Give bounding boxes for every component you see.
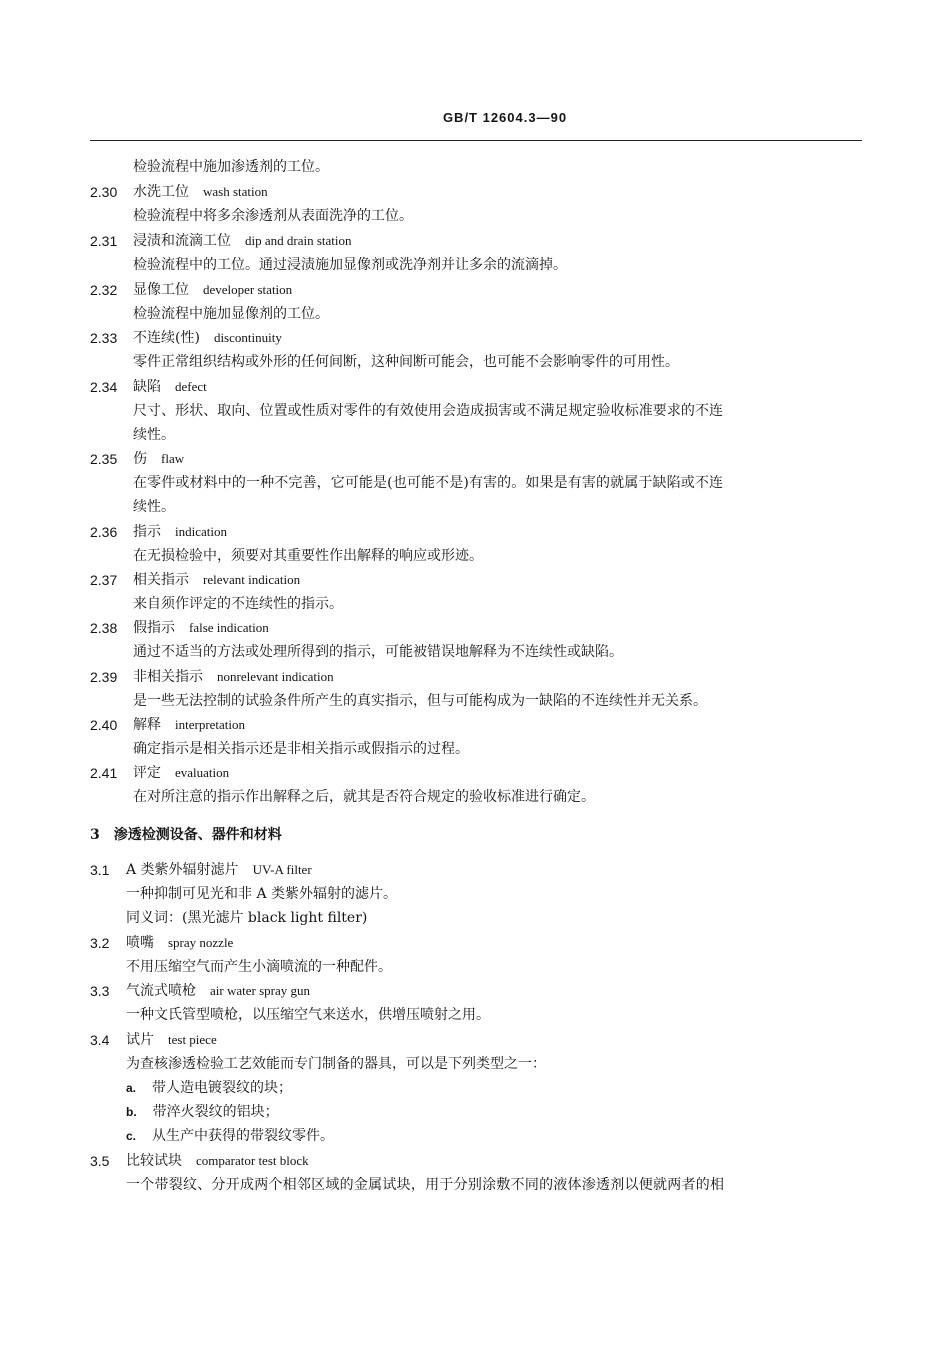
- term-number: 2.34: [90, 379, 118, 395]
- page-header: GB/T 12604.3—90: [442, 110, 568, 125]
- definition-text: 续性。: [133, 499, 175, 515]
- term-title: 解释 interpretation: [133, 717, 246, 733]
- term-number: 2.39: [90, 669, 118, 685]
- definition-text: 同义词：(黑光滤片 black light filter): [126, 910, 368, 926]
- term-number: 2.33: [90, 330, 118, 346]
- term-title: 试片 test piece: [126, 1032, 217, 1048]
- term-title: 喷嘴 spray nozzle: [126, 935, 234, 951]
- definition-text: 续性。: [133, 427, 175, 443]
- term-number: 2.31: [90, 233, 118, 249]
- definition-text: 在零件或材料中的一种不完善，它可能是(也可能不是)有害的。如果是有害的就属于缺陷或不连: [133, 475, 723, 491]
- term-number: 2.32: [90, 282, 118, 298]
- term-title: 水洗工位 wash station: [133, 184, 268, 200]
- term-number: 2.30: [90, 184, 118, 200]
- term-number: 3.1: [90, 862, 110, 878]
- definition-text: 检验流程中施加显像剂的工位。: [133, 306, 329, 322]
- term-number: 3.2: [90, 935, 110, 951]
- term-title: 缺陷 defect: [133, 379, 207, 395]
- list-item: a. 带人造电镀裂纹的块；: [126, 1080, 293, 1096]
- list-item: b. 带淬火裂纹的铝块；: [126, 1104, 279, 1120]
- term-number: 2.36: [90, 524, 118, 540]
- definition-text: 在对所注意的指示作出解释之后，就其是否符合规定的验收标准进行确定。: [133, 789, 595, 805]
- term-title: 浸渍和流滴工位 dip and drain station: [133, 233, 352, 249]
- term-number: 3.4: [90, 1032, 110, 1048]
- definition-text: 一个带裂纹、分开成两个相邻区域的金属试块，用于分别涂敷不同的液体渗透剂以便就两者的相: [126, 1177, 724, 1193]
- definition-text: 检验流程中的工位。通过浸渍施加显像剂或洗净剂并让多余的流滴掉。: [133, 257, 567, 273]
- definition-text: 检验流程中施加渗透剂的工位。: [133, 159, 329, 175]
- term-title: A 类紫外辐射滤片 UV-A filter: [126, 862, 312, 878]
- definition-text: 检验流程中将多余渗透剂从表面洗净的工位。: [133, 208, 413, 224]
- term-number: 3.3: [90, 983, 110, 999]
- definition-text: 一种抑制可见光和非 A 类紫外辐射的滤片。: [126, 886, 398, 902]
- term-title: 评定 evaluation: [133, 765, 230, 781]
- definition-text: 来自须作评定的不连续性的指示。: [133, 596, 343, 612]
- term-title: 相关指示 relevant indication: [133, 572, 301, 588]
- definition-text: 确定指示是相关指示还是非相关指示或假指示的过程。: [133, 741, 469, 757]
- term-title: 非相关指示 nonrelevant indication: [133, 669, 334, 685]
- term-title: 伤 flaw: [133, 451, 185, 467]
- term-title: 不连续(性) discontinuity: [133, 330, 282, 346]
- term-title: 假指示 false indication: [133, 620, 269, 636]
- definition-text: 一种文氏管型喷枪，以压缩空气来送水，供增压喷射之用。: [126, 1007, 490, 1023]
- term-title: 显像工位 developer station: [133, 282, 293, 298]
- section-heading: 3 渗透检测设备、器件和材料: [90, 827, 282, 843]
- term-number: 2.41: [90, 765, 118, 781]
- term-number: 2.40: [90, 717, 118, 733]
- definition-text: 尺寸、形状、取向、位置或性质对零件的有效使用会造成损害或不满足规定验收标准要求的不连: [133, 403, 723, 419]
- definition-text: 为查核渗透检验工艺效能而专门制备的器具，可以是下列类型之一：: [126, 1056, 546, 1072]
- definition-text: 在无损检验中，须要对其重要性作出解释的响应或形迹。: [133, 548, 483, 564]
- term-title: 指示 indication: [133, 524, 227, 540]
- definition-text: 通过不适当的方法或处理所得到的指示，可能被错误地解释为不连续性或缺陷。: [133, 644, 623, 660]
- list-item: c. 从生产中获得的带裂纹零件。: [126, 1128, 335, 1144]
- definition-text: 是一些无法控制的试验条件所产生的真实指示，但与可能构成为一缺陷的不连续性并无关系。: [133, 693, 707, 709]
- definition-text: 零件正常组织结构或外形的任何间断，这种间断可能会，也可能不会影响零件的可用性。: [133, 354, 679, 370]
- term-number: 2.35: [90, 451, 118, 467]
- term-number: 2.38: [90, 620, 118, 636]
- term-title: 气流式喷枪 air water spray gun: [126, 983, 310, 999]
- definition-text: 不用压缩空气而产生小滴喷流的一种配件。: [126, 959, 392, 975]
- term-title: 比较试块 comparator test block: [126, 1153, 309, 1169]
- header-rule: [90, 140, 862, 141]
- term-number: 2.37: [90, 572, 118, 588]
- term-number: 3.5: [90, 1153, 110, 1169]
